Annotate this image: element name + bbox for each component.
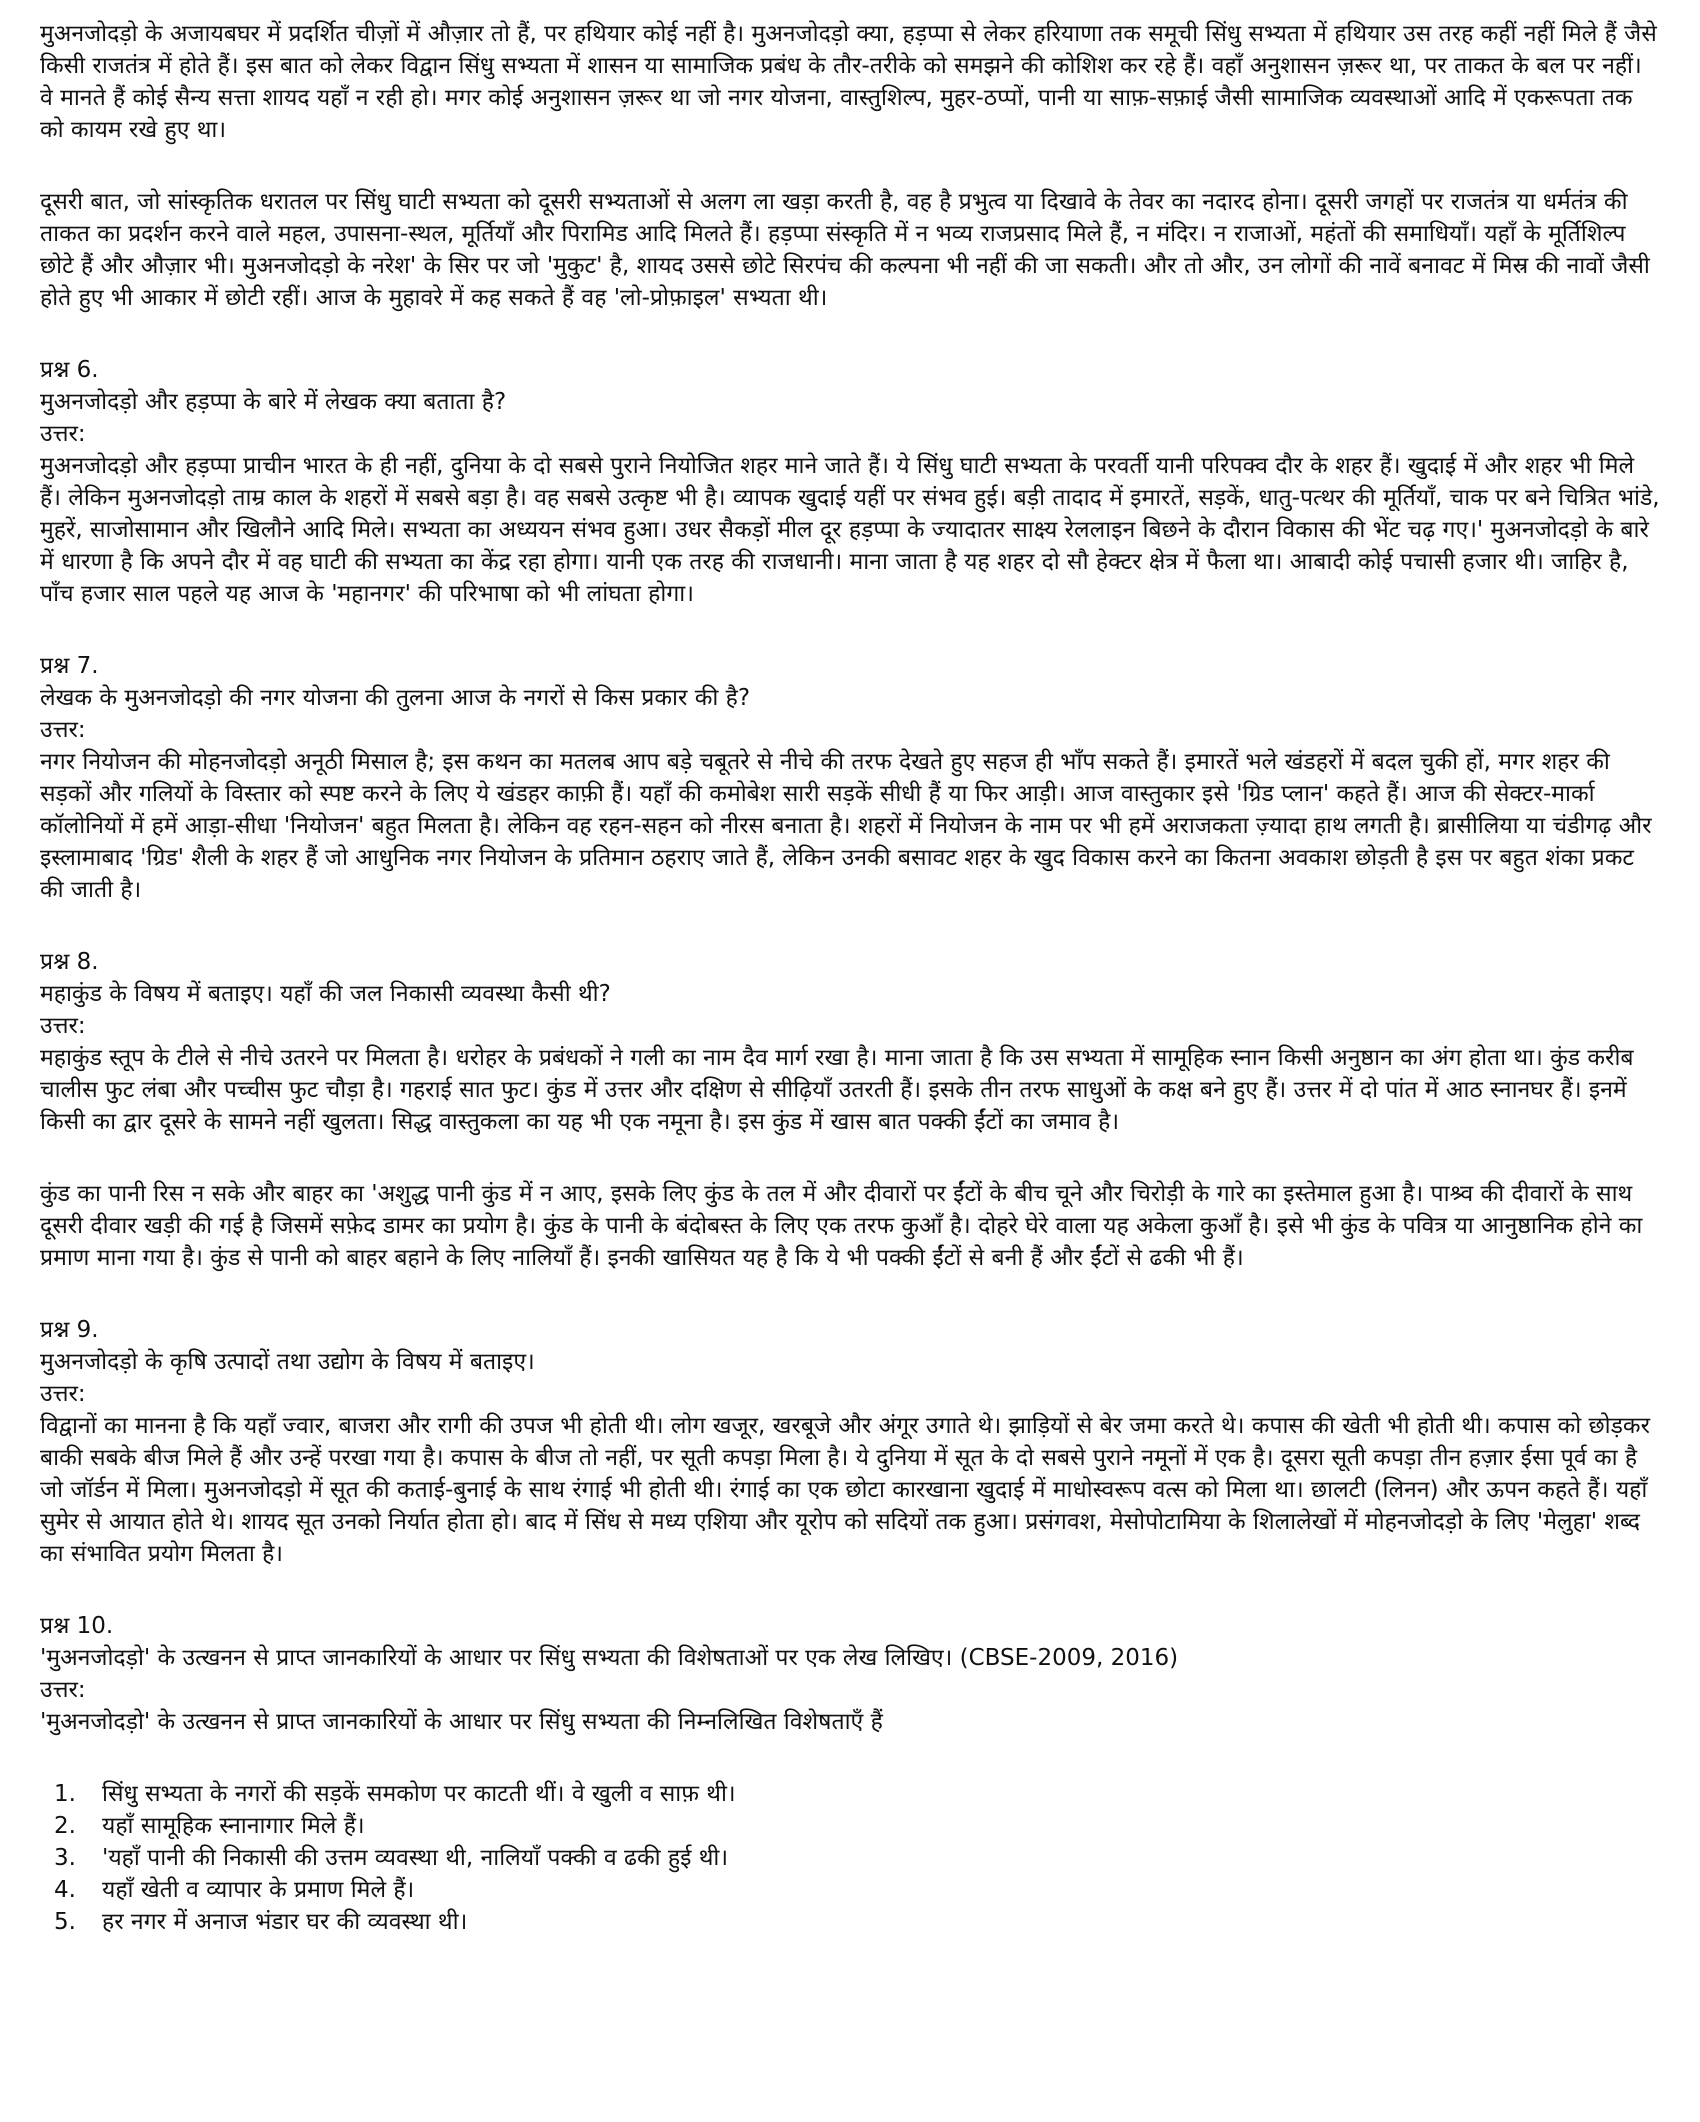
- question-text: महाकुंड के विषय में बताइए। यहाँ की जल निकासी व्यवस्था कैसी थी?: [40, 981, 611, 1007]
- question-number: प्रश्न 8.: [40, 949, 99, 975]
- intro-paragraph: मुअनजोदड़ो के अजायबघर में प्रदर्शित चीज़ों में औज़ार तो हैं, पर हथियार कोई नहीं है। मुअनजोदड़ो क्या, हड़प्पा से लेकर हरियाणा तक समूची सिंधु सभ्यता में हथियार उस तरह कहीं नहीं मिले हैं जैसे किसी राजतंत्र में होते हैं। इस बात को लेकर विद्वान सिंधु सभ्यता में शासन या सामाजिक प्रबंध के तौर-तरीके को समझने की कोशिश कर रहे हैं। वहाँ अनुशासन ज़रूर था, पर ताकत के बल पर नहीं। वे मानते हैं कोई सैन्य सत्ता शायद यहाँ न रही हो। मगर कोई अनुशासन ज़रूर था जो नगर योजना, वास्तुशिल्प, मुहर-ठप्पों, पानी या साफ़-सफ़ाई जैसी सामाजिक व्यवस्थाओं आदि में एकरूपता तक को कायम रखे हुए था।: [40, 21, 1657, 143]
- question-number: प्रश्न 6.: [40, 357, 99, 383]
- question-text: मुअनजोदड़ो और हड़प्पा के बारे में लेखक क्या बताता है?: [40, 389, 507, 415]
- answer-paragraph: विद्वानों का मानना है कि यहाँ ज्वार, बाजरा और रागी की उपज भी होती थी। लोग खजूर, खरबूजे और अंगूर उगाते थे। झाड़ियों से बेर जमा करते थे। कपास की खेती भी होती थी। कपास को छोड़कर बाकी सबके बीज मिले हैं और उन्हें परखा गया है। कपास के बीज तो नहीं, पर सूती कपड़ा मिला है। ये दुनिया में सूत के दो सबसे पुराने नमूनों में एक है। दूसरा सूती कपड़ा तीन हज़ार ईसा पूर्व का है जो जॉर्डन में मिला। मुअनजोदड़ो में सूत की कताई-बुनाई के साथ रंगाई भी होती थी। रंगाई का एक छोटा कारखाना खुदाई में माधोस्वरूप वत्स को मिला था। छालटी (लिनन) और ऊपन कहते हैं। यहाँ सुमेर से आयात होते थे। शायद सूत उनको निर्यात होता हो। बाद में सिंध से मध्य एशिया और यूरोप को सदियों तक हुआ। प्रसंगवश, मेसोपोटामिया के शिलालेखों में मोहनजोदड़ो के लिए 'मेलुहा' शब्द का संभावित प्रयोग मिलता है।: [40, 1413, 1651, 1567]
- list-item-text: यहाँ सामूहिक स्नानागार मिले हैं।: [102, 1813, 365, 1839]
- question-number: प्रश्न 7.: [40, 653, 99, 679]
- list-item: [40, 1842, 1660, 1874]
- question-text: 'मुअनजोदड़ो' के उत्खनन से प्राप्त जानकारियों के आधार पर सिंधु सभ्यता की विशेषताओं पर एक लेख लिखिए। (CBSE-2009, 2016): [40, 1645, 1179, 1671]
- features-list: [40, 1778, 1660, 1938]
- answer-label: उत्तर:: [40, 1677, 86, 1703]
- list-item-number: 2.: [54, 1813, 76, 1839]
- question-text: लेखक के मुअनजोदड़ो की नगर योजना की तुलना आज के नगरों से किस प्रकार की है?: [40, 685, 751, 711]
- list-item: [40, 1906, 1660, 1938]
- list-item: [40, 1810, 1660, 1842]
- list-item-text: सिंधु सभ्यता के नगरों की सड़कें समकोण पर काटती थीं। वे खुली व साफ़ थी।: [102, 1781, 736, 1807]
- question-block-6: [40, 354, 1660, 610]
- list-item-text: 'यहाँ पानी की निकासी की उत्तम व्यवस्था थी, नालियाँ पक्की व ढकी हुई थी।: [102, 1845, 729, 1871]
- list-item-number: 3.: [54, 1845, 76, 1871]
- list-item-number: 5.: [54, 1909, 76, 1935]
- answer-paragraph: 'मुअनजोदड़ो' के उत्खनन से प्राप्त जानकारियों के आधार पर सिंधु सभ्यता की निम्नलिखित विशेषताएँ हैं: [40, 1709, 883, 1735]
- answer-label: उत्तर:: [40, 717, 86, 743]
- answer-paragraph: महाकुंड स्तूप के टीले से नीचे उतरने पर मिलता है। धरोहर के प्रबंधकों ने गली का नाम दैव मार्ग रखा है। माना जाता है कि उस सभ्यता में सामूहिक स्नान किसी अनुष्ठान का अंग होता था। कुंड करीब चालीस फुट लंबा और पच्चीस फुट चौड़ा है। गहराई सात फुट। कुंड में उत्तर और दक्षिण से सीढ़ियाँ उतरती हैं। इसके तीन तरफ साधुओं के कक्ष बने हुए हैं। उत्तर में दो पांत में आठ स्नानघर हैं। इनमें किसी का द्वार दूसरे के सामने नहीं खुलता। सिद्ध वास्तुकला का यह भी एक नमूना है। इस कुंड में खास बात पक्की ईंटों का जमाव है।: [40, 1045, 1634, 1135]
- question-number: प्रश्न 10.: [40, 1613, 114, 1639]
- question-block-10: [40, 1610, 1660, 1738]
- list-item-text: यहाँ खेती व व्यापार के प्रमाण मिले हैं।: [102, 1877, 415, 1903]
- question-block-8: [40, 946, 1660, 1274]
- answer-paragraph: कुंड का पानी रिस न सके और बाहर का 'अशुद्ध पानी कुंड में न आए, इसके लिए कुंड के तल में और दीवारों पर ईंटों के बीच चूने और चिरोड़ी के गारे का इस्तेमाल हुआ है। पाश्र्व की दीवारों के साथ दूसरी दीवार खड़ी की गई है जिसमें सफ़ेद डामर का प्रयोग है। कुंड के पानी के बंदोबस्त के लिए एक तरफ कुआँ है। दोहरे घेरे वाला यह अकेला कुआँ है। इसे भी कुंड के पवित्र या आनुष्ठानिक होने का प्रमाण माना गया है। कुंड से पानी को बाहर बहाने के लिए नालियाँ हैं। इनकी खासियत यह है कि ये भी पक्की ईंटों से बनी हैं और ईंटों से ढकी भी हैं।: [40, 1181, 1643, 1271]
- answer-paragraph: मुअनजोदड़ो और हड़प्पा प्राचीन भारत के ही नहीं, दुनिया के दो सबसे पुराने नियोजित शहर माने जाते हैं। ये सिंधु घाटी सभ्यता के परवर्ती यानी परिपक्व दौर के शहर हैं। खुदाई में और शहर भी मिले हैं। लेकिन मुअनजोदड़ो ताम्र काल के शहरों में सबसे बड़ा है। वह सबसे उत्कृष्ट भी है। व्यापक खुदाई यहीं पर संभव हुई। बड़ी तादाद में इमारतें, सड़कें, धातु-पत्थर की मूर्तियाँ, चाक पर बने चित्रित भांडे, मुहरें, साजोसामान और खिलौने आदि मिले। सभ्यता का अध्ययन संभव हुआ। उधर सैकड़ों मील दूर हड़प्पा के ज्यादातर साक्ष्य रेललाइन बिछने के दौरान विकास की भेंट चढ़ गए।' मुअनजोदड़ो के बारे में धारणा है कि अपने दौर में वह घाटी की सभ्यता का केंद्र रहा होगा। यानी एक तरह की राजधानी। माना जाता है यह शहर दो सौ हेक्टर क्षेत्र में फैला था। आबादी कोई पचासी हजार थी। जाहिर है, पाँच हजार साल पहले यह आज के 'महानगर' की परिभाषा को भी लांघता होगा।: [40, 453, 1660, 607]
- answer-paragraph: नगर नियोजन की मोहनजोदड़ो अनूठी मिसाल है; इस कथन का मतलब आप बड़े चबूतरे से नीचे की तरफ देखते हुए सहज ही भाँप सकते हैं। इमारतें भले खंडहरों में बदल चुकी हों, मगर शहर की सड़कों और गलियों के विस्तार को स्पष्ट करने के लिए ये खंडहर काफ़ी हैं। यहाँ की कमोबेश सारी सड़कें सीधी हैं या फिर आड़ी। आज वास्तुकार इसे 'ग्रिड प्लान' कहते हैं। आज की सेक्टर-मार्का कॉलोनियों में हमें आड़ा-सीधा 'नियोजन' बहुत मिलता है। लेकिन वह रहन-सहन को नीरस बनाता है। शहरों में नियोजन के नाम पर भी हमें अराजकता ज़्यादा हाथ लगती है। ब्रासीलिया या चंडीगढ़ और इस्लामाबाद 'ग्रिड' शैली के शहर हैं जो आधुनिक नगर नियोजन के प्रतिमान ठहराए जाते हैं, लेकिन उनकी बसावट शहर के खुद विकास करने का कितना अवकाश छोड़ती है इस पर बहुत शंका प्रकट की जाती है।: [40, 749, 1652, 903]
- answer-label: उत्तर:: [40, 1381, 86, 1407]
- question-text: मुअनजोदड़ो के कृषि उत्पादों तथा उद्योग के विषय में बताइए।: [40, 1349, 535, 1375]
- list-item-number: 4.: [54, 1877, 76, 1903]
- intro-paragraph: दूसरी बात, जो सांस्कृतिक धरातल पर सिंधु घाटी सभ्यता को दूसरी सभ्यताओं से अलग ला खड़ा करती है, वह है प्रभुत्व या दिखावे के तेवर का नदारद होना। दूसरी जगहों पर राजतंत्र या धर्मतंत्र की ताकत का प्रदर्शन करने वाले महल, उपासना-स्थल, मूर्तियाँ और पिरामिड आदि मिलते हैं। हड़प्पा संस्कृति में न भव्य राजप्रसाद मिले हैं, न मंदिर। न राजाओं, महंतों की समाधियाँ। यहाँ के मूर्तिशिल्प छोटे हैं और औज़ार भी। मुअनजोदड़ो के नरेश' के सिर पर जो 'मुकुट' है, शायद उससे छोटे सिरपंच की कल्पना भी नहीं की जा सकती। और तो और, उन लोगों की नावें बनावट में मिस्र की नावों जैसी होते हुए भी आकार में छोटी रहीं। आज के मुहावरे में कह सकते हैं वह 'लो-प्रोफ़ाइल' सभ्यता थी।: [40, 189, 1650, 311]
- question-block-9: [40, 1314, 1660, 1570]
- list-item: [40, 1874, 1660, 1906]
- list-item-number: 1.: [54, 1781, 76, 1807]
- answer-label: उत्तर:: [40, 1013, 86, 1039]
- list-item: [40, 1778, 1660, 1810]
- question-block-7: [40, 650, 1660, 906]
- question-number: प्रश्न 9.: [40, 1317, 99, 1343]
- answer-label: उत्तर:: [40, 421, 86, 447]
- list-item-text: हर नगर में अनाज भंडार घर की व्यवस्था थी।: [102, 1909, 468, 1935]
